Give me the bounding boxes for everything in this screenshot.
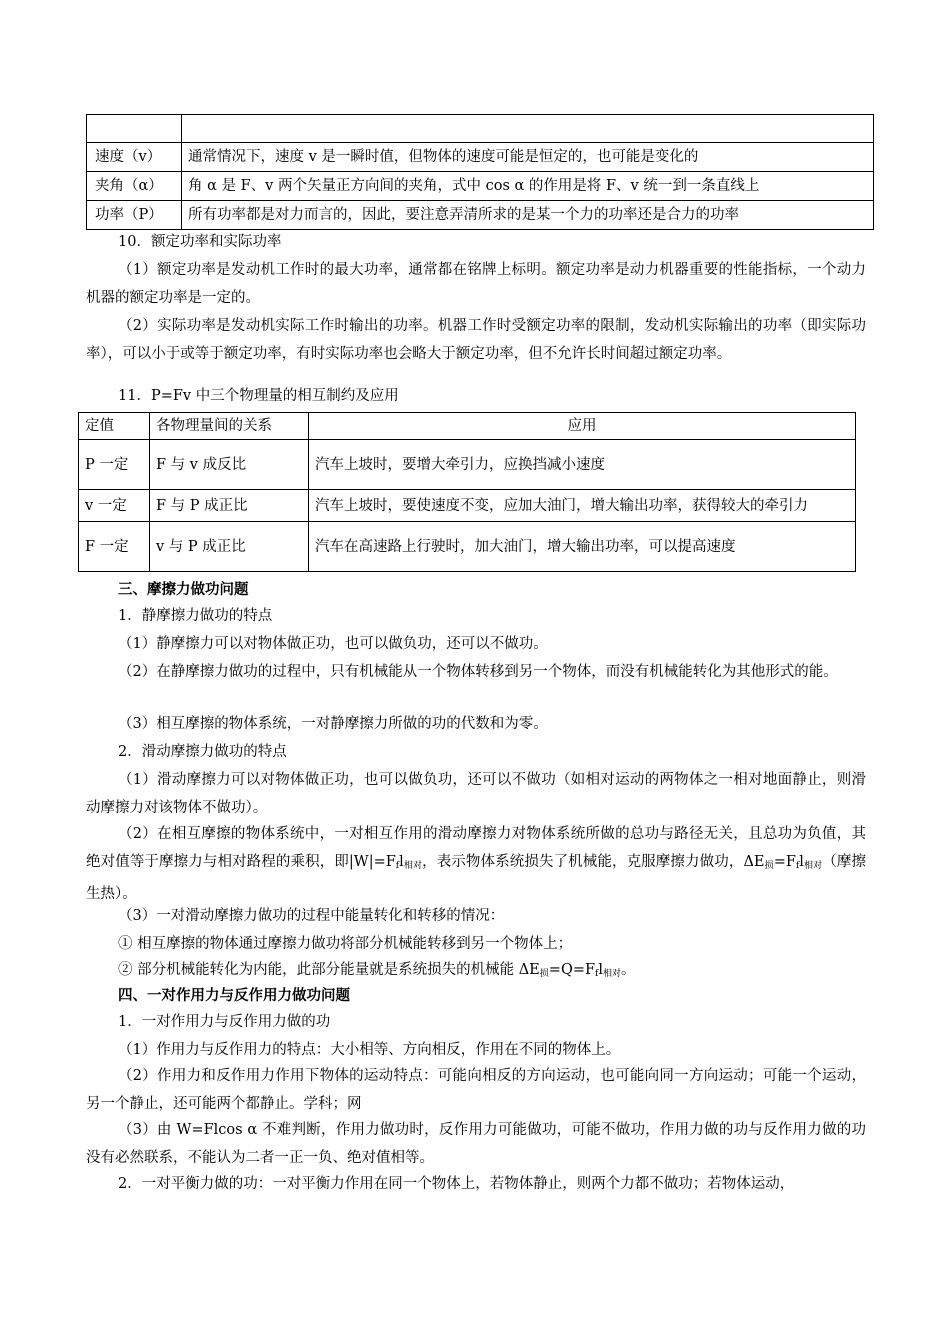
table-cell	[182, 115, 874, 143]
section-11-title: 11．P=Fv 中三个物理量的相互制约及应用	[118, 388, 399, 404]
table-cell: 汽车在高速路上行驶时，加大油门，增大输出功率，可以提高速度	[309, 522, 856, 572]
table-cell: v 与 P 成正比	[150, 522, 309, 572]
paragraph: （2）在静摩擦力做功的过程中，只有机械能从一个物体转移到另一个物体，而没有机械能转化为其他形式的能。	[118, 664, 838, 680]
section-10-title: 10．额定功率和实际功率	[118, 234, 282, 250]
section-4-subtitle-2: 2．一对平衡力做的功：一对平衡力作用在同一个物体上，若物体静止，则两个力都不做功；若物体运动，	[118, 1176, 795, 1192]
table-header-row	[79, 413, 856, 440]
table-row	[87, 143, 874, 172]
table-cell: v 一定	[79, 490, 150, 522]
table-cell: 汽车上坡时，要使速度不变，应加大油门，增大输出功率，获得较大的牵引力	[309, 490, 856, 522]
table-cell: F 一定	[79, 522, 150, 572]
section-3-subtitle-1: 1．静摩擦力做功的特点	[118, 608, 273, 624]
paragraph: （1）静摩擦力可以对物体做正功，也可以做负功，还可以不做功。	[118, 636, 548, 652]
section-10-paragraph-2: （2）实际功率是发动机实际工作时输出的功率。机器工作时受额定功率的限制，发动机实际输出的功率（即实际功率），可以小于或等于额定功率，有时实际功率也会略大于额定功率，但不允许长时间超过额定功率。	[86, 318, 866, 362]
paragraph: （3）一对滑动摩擦力做功的过程中能量转化和转移的情况：	[118, 908, 505, 924]
table-header: 应用	[309, 413, 856, 440]
section-4-subtitle-1: 1．一对作用力与反作用力做的功	[118, 1014, 331, 1030]
paragraph: （1）作用力与反作用力的特点：大小相等、方向相反，作用在不同的物体上。	[118, 1042, 621, 1058]
table-row	[87, 201, 874, 230]
pfv-relation-table	[78, 412, 856, 572]
table-row	[87, 115, 874, 143]
table-row	[79, 490, 856, 522]
table-cell: 所有功率都是对力而言的，因此，要注意弄清所求的是某一个力的功率还是合力的功率	[182, 201, 874, 230]
table-cell: P 一定	[79, 440, 150, 490]
table-cell: 夹角（α）	[87, 172, 182, 201]
table-cell: 角 α 是 F、v 两个矢量正方向间的夹角，式中 cos α 的作用是将 F、v 统一到一条直线上	[182, 172, 874, 201]
table-cell: 汽车上坡时，要增大牵引力，应换挡减小速度	[309, 440, 856, 490]
paragraph: ① 相互摩擦的物体通过摩擦力做功将部分机械能转移到另一个物体上；	[118, 936, 573, 952]
section-4-heading: 四、一对作用力与反作用力做功问题	[118, 987, 350, 1004]
table-cell: 通常情况下，速度 v 是一瞬时值，但物体的速度可能是恒定的，也可能是变化的	[182, 143, 874, 172]
paragraph: （2）作用力和反作用力作用下物体的运动特点：可能向相反的方向运动，也可能向同一方向运动；可能一个运动，另一个静止，还可能两个都静止。学科；网	[86, 1068, 866, 1112]
paragraph: （3）由 W=Flcos α 不难判断，作用力做功时，反作用力可能做功，可能不做功，作用力做的功与反作用力做的功没有必然联系，不能认为二者一正一负、绝对值相等。	[86, 1122, 866, 1166]
table-cell: F 与 P 成正比	[150, 490, 309, 522]
paragraph: ② 部分机械能转化为内能，此部分能量就是系统损失的机械能 $\Delta E_损=Q=F_fl_{相对}$。	[118, 962, 636, 979]
section-10-paragraph-1: （1）额定功率是发动机工作时的最大功率，通常都在铭牌上标明。额定功率是动力机器重要的性能指标，一个动力机器的额定功率是一定的。	[86, 262, 866, 306]
section-3-subtitle-2: 2．滑动摩擦力做功的特点	[118, 744, 287, 760]
table-row	[79, 522, 856, 572]
table-cell: F 与 v 成反比	[150, 440, 309, 490]
section-3-heading: 三、摩擦力做功问题	[118, 581, 249, 598]
paragraph: （3）相互摩擦的物体系统，一对静摩擦力所做的功的代数和为零。	[118, 716, 548, 732]
physics-quantity-table	[86, 114, 874, 230]
paragraph: （1）滑动摩擦力可以对物体做正功，也可以做负功，还可以不做功（如相对运动的两物体之一相对地面静止，则滑动摩擦力对该物体不做功）。	[86, 772, 866, 816]
table-cell	[87, 115, 182, 143]
table-header: 定值	[79, 413, 150, 440]
table-header: 各物理量间的关系	[150, 413, 309, 440]
table-row	[79, 440, 856, 490]
paragraph: （2）在相互摩擦的物体系统中，一对相互作用的滑动摩擦力对物体系统所做的总功与路径无关，且总功为负值，其绝对值等于摩擦力与相对路程的乘积，即$|W|=F_fl_{相对}$，表示物体系统损失了机械能，克服摩擦力做功，$\Delta E_损=F_fl_{相对}$（摩擦生热）。	[86, 826, 866, 902]
table-cell: 速度（v）	[87, 143, 182, 172]
table-row	[87, 172, 874, 201]
table-cell: 功率（P）	[87, 201, 182, 230]
